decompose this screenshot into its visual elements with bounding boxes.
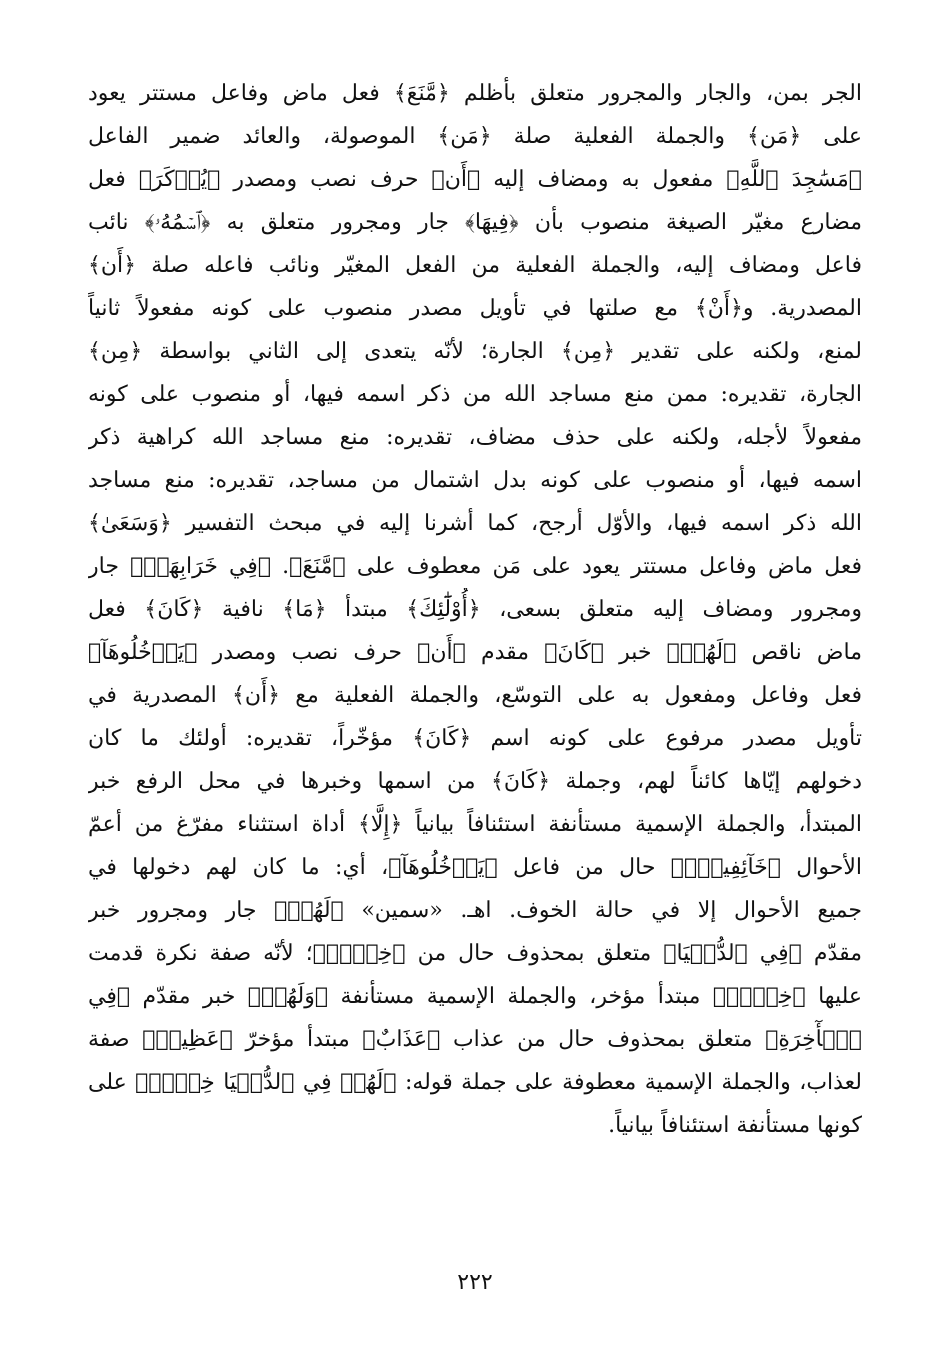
text-line: ومجرور ومضاف إليه متعلق بسعى، ﴿أُوْلَٰٓئِكَ﴾ مبتدأ ﴿مَا﴾ نافية ﴿كَانَ﴾ فعل: [88, 597, 862, 622]
text-line: لمنع، ولكنه على تقدير ﴿مِن﴾ الجارة؛ لأنّه يتعدى إلى الثاني بواسطة ﴿مِن﴾: [88, 339, 862, 364]
text-line: مضارع مغيّر الصيغة منصوب بأن ﴿فِيهَا﴾ جار ومجرور متعلق به ﴿ٱسۡمُهُۥ﴾ نائب: [88, 210, 862, 235]
text-line: لعذاب، والجملة الإسمية معطوفة على جملة قوله: ﴿لَهُمۡ فِي ٱلدُّنۡيَا خِزۡيٞ﴾ على: [88, 1070, 862, 1095]
text-line: فاعل ومضاف إليه، والجملة الفعلية من الفعل المغيّر ونائب فاعله صلة ﴿أَن﴾: [88, 253, 862, 278]
text-body: [88, 72, 862, 1147]
text-line: الجر بمن، والجار والمجرور متعلق بأظلم ﴿مَّنَعَ﴾ فعل ماض وفاعل مستتر يعود: [88, 81, 862, 106]
text-line: على ﴿مَن﴾ والجملة الفعلية صلة ﴿مَن﴾ الموصولة، والعائد ضمير الفاعل: [88, 124, 862, 149]
text-line: دخولهم إيّاها كائناً لهم، وجملة ﴿كَانَ﴾ من اسمها وخبرها في محل الرفع خبر: [88, 769, 862, 794]
text-line: كونها مستأنفة استئنافاً بيانياً.: [608, 1113, 862, 1138]
text-line: مفعولاً لأجله، ولكنه على حذف مضاف، تقديره: منع مساجد الله كراهية ذكر: [88, 425, 862, 450]
page-content: [88, 72, 862, 1292]
text-line: ماض ناقص ﴿لَهُمۡ﴾ خبر ﴿كَانَ﴾ مقدم ﴿أَن﴾ حرف نصب ومصدر ﴿يَدۡخُلُوهَآ﴾: [88, 640, 862, 665]
text-line: عليها ﴿خِزۡيٞ﴾ مبتدأ مؤخر، والجملة الإسمية مستأنفة ﴿وَلَهُمۡ﴾ خبر مقدّم ﴿فِي: [88, 984, 862, 1009]
text-line: جميع الأحوال إلا في حالة الخوف. اهـ. «سمين» ﴿لَهُمۡ﴾ جار ومجرور خبر: [88, 898, 862, 923]
text-line: الأحوال ﴿خَآئِفِينَۚ﴾ حال من فاعل ﴿يَدۡخُلُوهَآ﴾، أي: ما كان لهم دخولها في: [88, 855, 862, 880]
text-line: الله ذكر اسمه فيها، والأوّل أرجح، كما أشرنا إليه في مبحث التفسير ﴿وَسَعَىٰ﴾: [88, 511, 862, 536]
text-line: تأويل مصدر مرفوع على كونه اسم ﴿كَانَ﴾ مؤخّراً، تقديره: أولئك ما كان: [88, 726, 862, 751]
page-number: ٢٢٢: [457, 1270, 493, 1295]
text-line: فعل ماض وفاعل مستتر يعود على مَن معطوف على ﴿مَّنَعَ﴾. ﴿فِي خَرَابِهَآۚ﴾ جار: [88, 554, 862, 579]
text-line: المصدرية. و﴿أَنْ﴾ مع صلتها في تأويل مصدر منصوب على كونه مفعولاً ثانياً: [88, 296, 862, 321]
text-line: ٱلۡأٓخِرَةِ﴾ متعلق بمحذوف حال من عذاب ﴿عَذَابٌ﴾ مبتدأ مؤخرّ ﴿عَظِيمٞ﴾ صفة: [88, 1027, 862, 1052]
text-line: ﴿مَسَٰجِدَ ٱللَّهِ﴾ مفعول به ومضاف إليه ﴿أَن﴾ حرف نصب ومصدر ﴿يُذۡكَرَ﴾ فعل: [88, 167, 862, 192]
text-line: الجارة، تقديره: ممن منع مساجد الله من ذكر اسمه فيها، أو منصوب على كونه: [88, 382, 862, 407]
text-line: المبتدأ، والجملة الإسمية مستأنفة استئنافاً بيانياً ﴿إِلَّا﴾ أداة استثناء مفرّغ من أعمّ: [88, 812, 862, 837]
text-line: فعل وفاعل ومفعول به على التوسّع، والجملة الفعلية مع ﴿أَن﴾ المصدرية في: [88, 683, 862, 708]
text-line: مقدّم ﴿فِي ٱلدُّنۡيَا﴾ متعلق بمحذوف حال من ﴿خِزۡيٞ﴾؛ لأنّه صفة نكرة قدمت: [88, 941, 862, 966]
text-line: اسمه فيها، أو منصوب على كونه بدل اشتمال من مساجد، تقديره: منع مساجد: [88, 468, 862, 493]
